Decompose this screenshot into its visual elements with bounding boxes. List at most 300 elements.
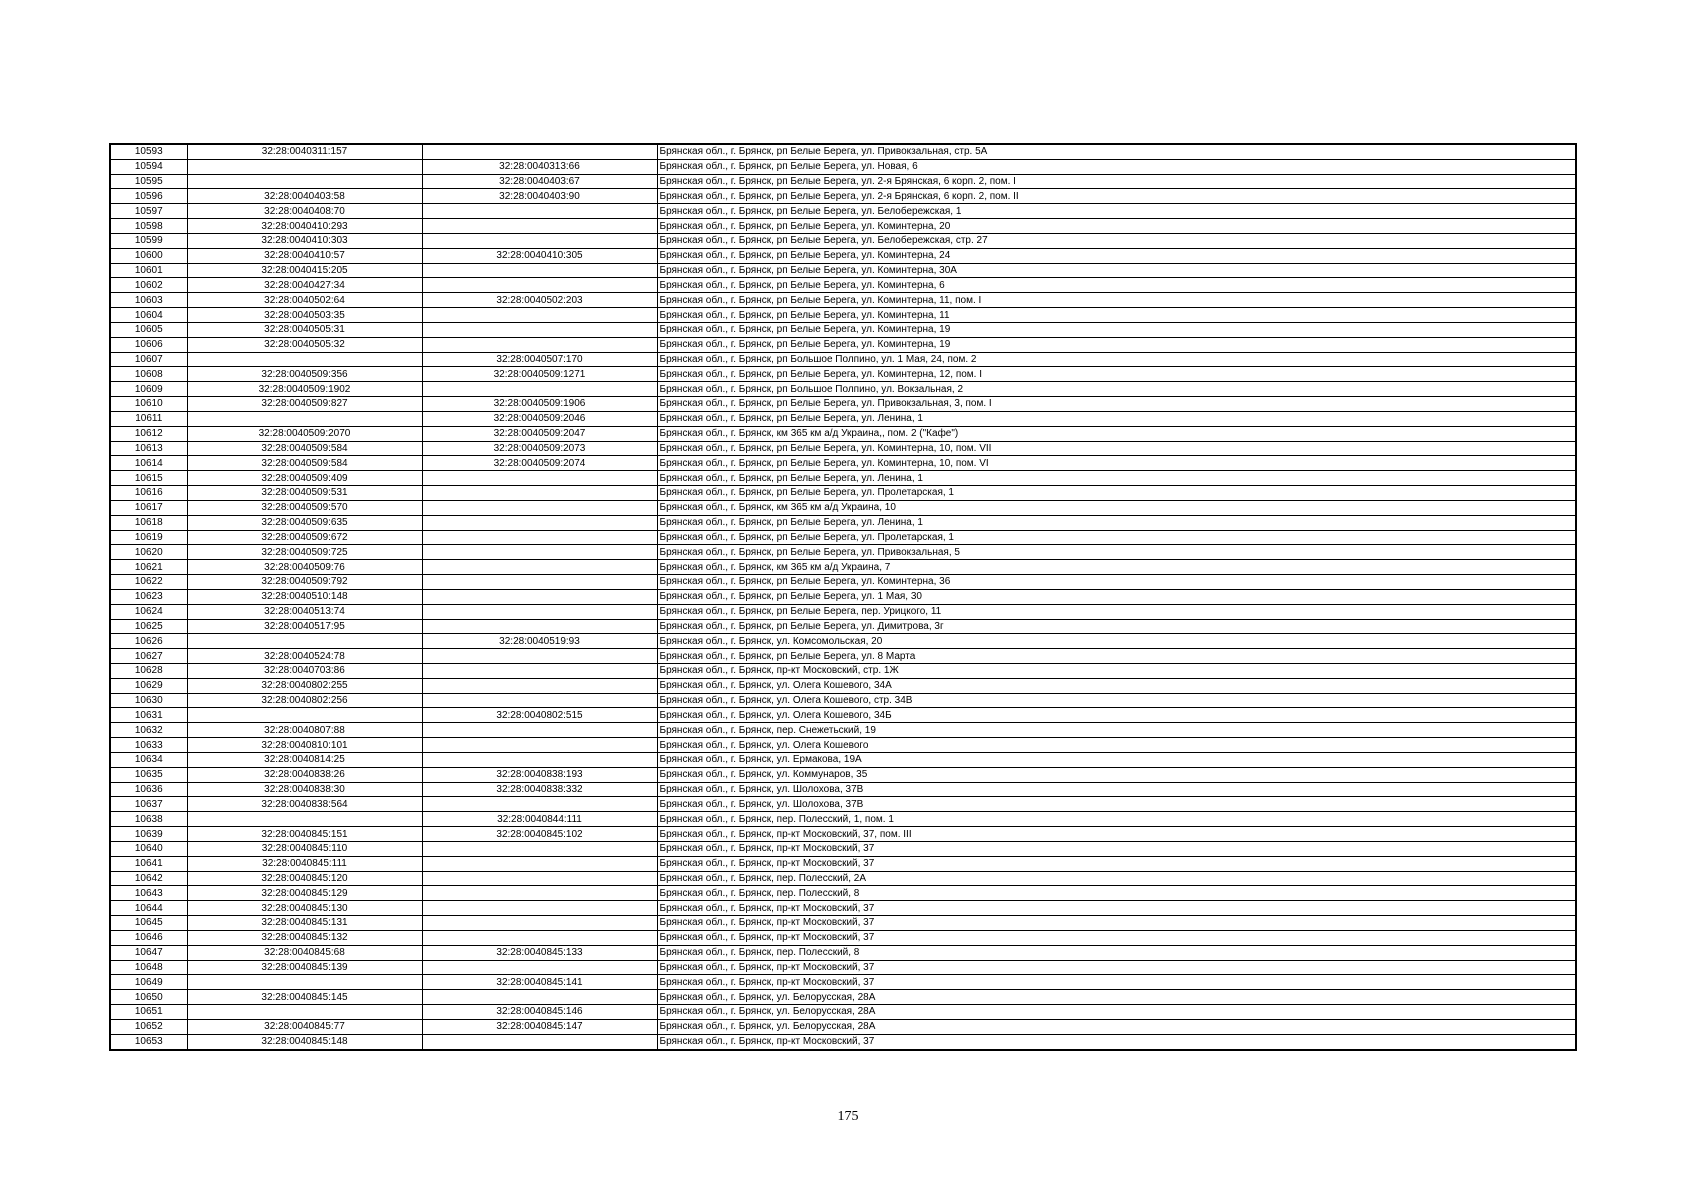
- premises-cadastral-number-cell: [422, 560, 657, 575]
- premises-cadastral-number-cell: [422, 263, 657, 278]
- address-cell: Брянская обл., г. Брянск, рп Белые Берега, ул. Димитрова, 3г: [657, 619, 1576, 634]
- property-register-table: [109, 143, 1577, 1051]
- premises-cadastral-number-cell: [422, 723, 657, 738]
- premises-cadastral-number-cell: [422, 486, 657, 501]
- table-row: [110, 827, 1576, 842]
- table-row: [110, 308, 1576, 323]
- address-cell: Брянская обл., г. Брянск, пр-кт Московский, 37: [657, 975, 1576, 990]
- address-cell: Брянская обл., г. Брянск, пр-кт Московский, 37: [657, 841, 1576, 856]
- row-number-cell: 10648: [110, 960, 187, 975]
- table-row: [110, 1005, 1576, 1020]
- table-row: [110, 560, 1576, 575]
- address-cell: Брянская обл., г. Брянск, ул. Ермакова, 19А: [657, 752, 1576, 767]
- premises-cadastral-number-cell: 32:28:0040802:515: [422, 708, 657, 723]
- premises-cadastral-number-cell: [422, 278, 657, 293]
- address-cell: Брянская обл., г. Брянск, пр-кт Московский, 37: [657, 901, 1576, 916]
- table-row: [110, 930, 1576, 945]
- table-row: [110, 575, 1576, 590]
- address-cell: Брянская обл., г. Брянск, ул. Олега Кошевого, 34Б: [657, 708, 1576, 723]
- row-number-cell: 10642: [110, 871, 187, 886]
- cadastral-number-cell: 32:28:0040838:26: [187, 767, 422, 782]
- address-cell: Брянская обл., г. Брянск, рп Белые Берега, ул. Белобережская, 1: [657, 204, 1576, 219]
- premises-cadastral-number-cell: 32:28:0040403:67: [422, 174, 657, 189]
- table-row: [110, 174, 1576, 189]
- address-cell: Брянская обл., г. Брянск, ул. Белорусская, 28А: [657, 1005, 1576, 1020]
- premises-cadastral-number-cell: 32:28:0040845:102: [422, 827, 657, 842]
- address-cell: Брянская обл., г. Брянск, рп Белые Берега, ул. Коминтерна, 12, пом. I: [657, 367, 1576, 382]
- row-number-cell: 10619: [110, 530, 187, 545]
- row-number-cell: 10650: [110, 990, 187, 1005]
- premises-cadastral-number-cell: 32:28:0040313:66: [422, 159, 657, 174]
- table-row: [110, 263, 1576, 278]
- table-row: [110, 767, 1576, 782]
- premises-cadastral-number-cell: [422, 471, 657, 486]
- row-number-cell: 10604: [110, 308, 187, 323]
- table-row: [110, 604, 1576, 619]
- table-row: [110, 782, 1576, 797]
- premises-cadastral-number-cell: 32:28:0040509:2046: [422, 411, 657, 426]
- cadastral-number-cell: 32:28:0040703:86: [187, 663, 422, 678]
- address-cell: Брянская обл., г. Брянск, рп Белые Берега, ул. 2-я Брянская, 6 корп. 2, пом. I: [657, 174, 1576, 189]
- row-number-cell: 10601: [110, 263, 187, 278]
- address-cell: Брянская обл., г. Брянск, рп Белые Берега, ул. Коминтерна, 19: [657, 337, 1576, 352]
- premises-cadastral-number-cell: 32:28:0040509:2047: [422, 426, 657, 441]
- address-cell: Брянская обл., г. Брянск, рп Белые Берега, ул. 2-я Брянская, 6 корп. 2, пом. II: [657, 189, 1576, 204]
- cadastral-number-cell: 32:28:0040505:31: [187, 322, 422, 337]
- table-row: [110, 278, 1576, 293]
- table-row: [110, 752, 1576, 767]
- address-cell: Брянская обл., г. Брянск, пр-кт Московский, 37, пом. III: [657, 827, 1576, 842]
- cadastral-number-cell: [187, 975, 422, 990]
- address-cell: Брянская обл., г. Брянск, рп Белые Берега, ул. 8 Марта: [657, 649, 1576, 664]
- table-row: [110, 886, 1576, 901]
- address-cell: Брянская обл., г. Брянск, ул. Олега Кошевого, 34А: [657, 678, 1576, 693]
- table-row: [110, 515, 1576, 530]
- table-row: [110, 337, 1576, 352]
- row-number-cell: 10603: [110, 293, 187, 308]
- cadastral-number-cell: 32:28:0040845:120: [187, 871, 422, 886]
- cadastral-number-cell: 32:28:0040845:145: [187, 990, 422, 1005]
- table-row: [110, 1034, 1576, 1049]
- cadastral-number-cell: 32:28:0040838:30: [187, 782, 422, 797]
- table-row: [110, 293, 1576, 308]
- address-cell: Брянская обл., г. Брянск, рп Белые Берега, ул. Коминтерна, 36: [657, 575, 1576, 590]
- table-row: [110, 693, 1576, 708]
- row-number-cell: 10635: [110, 767, 187, 782]
- cadastral-number-cell: 32:28:0040509:409: [187, 471, 422, 486]
- premises-cadastral-number-cell: [422, 604, 657, 619]
- table-row: [110, 411, 1576, 426]
- page-number: 175: [837, 1109, 859, 1124]
- cadastral-number-cell: [187, 634, 422, 649]
- address-cell: Брянская обл., г. Брянск, рп Белые Берега, ул. 1 Мая, 30: [657, 589, 1576, 604]
- row-number-cell: 10618: [110, 515, 187, 530]
- row-number-cell: 10640: [110, 841, 187, 856]
- premises-cadastral-number-cell: [422, 575, 657, 590]
- cadastral-number-cell: 32:28:0040509:1902: [187, 382, 422, 397]
- table-row: [110, 841, 1576, 856]
- address-cell: Брянская обл., г. Брянск, рп Белые Берега, ул. Привокзальная, стр. 5А: [657, 144, 1576, 159]
- row-number-cell: 10634: [110, 752, 187, 767]
- address-cell: Брянская обл., г. Брянск, ул. Шолохова, 37В: [657, 782, 1576, 797]
- cadastral-number-cell: [187, 812, 422, 827]
- row-number-cell: 10599: [110, 233, 187, 248]
- premises-cadastral-number-cell: [422, 619, 657, 634]
- table-row: [110, 663, 1576, 678]
- row-number-cell: 10600: [110, 248, 187, 263]
- cadastral-number-cell: 32:28:0040509:2070: [187, 426, 422, 441]
- row-number-cell: 10647: [110, 945, 187, 960]
- table-row: [110, 589, 1576, 604]
- row-number-cell: 10593: [110, 144, 187, 159]
- row-number-cell: 10613: [110, 441, 187, 456]
- premises-cadastral-number-cell: 32:28:0040838:332: [422, 782, 657, 797]
- table-row: [110, 367, 1576, 382]
- cadastral-number-cell: [187, 411, 422, 426]
- premises-cadastral-number-cell: [422, 1034, 657, 1049]
- table-row: [110, 649, 1576, 664]
- row-number-cell: 10626: [110, 634, 187, 649]
- row-number-cell: 10597: [110, 204, 187, 219]
- table-row: [110, 990, 1576, 1005]
- address-cell: Брянская обл., г. Брянск, пер. Полесский, 1, пом. 1: [657, 812, 1576, 827]
- row-number-cell: 10594: [110, 159, 187, 174]
- table-row: [110, 1019, 1576, 1034]
- cadastral-number-cell: 32:28:0040845:139: [187, 960, 422, 975]
- table-row: [110, 144, 1576, 159]
- row-number-cell: 10625: [110, 619, 187, 634]
- cadastral-number-cell: 32:28:0040509:792: [187, 575, 422, 590]
- row-number-cell: 10615: [110, 471, 187, 486]
- address-cell: Брянская обл., г. Брянск, ул. Олега Кошевого: [657, 738, 1576, 753]
- cadastral-number-cell: 32:28:0040845:130: [187, 901, 422, 916]
- premises-cadastral-number-cell: 32:28:0040519:93: [422, 634, 657, 649]
- row-number-cell: 10628: [110, 663, 187, 678]
- address-cell: Брянская обл., г. Брянск, пер. Полесский, 2А: [657, 871, 1576, 886]
- table-row: [110, 352, 1576, 367]
- table-row: [110, 204, 1576, 219]
- row-number-cell: 10637: [110, 797, 187, 812]
- cadastral-number-cell: [187, 174, 422, 189]
- premises-cadastral-number-cell: 32:28:0040507:170: [422, 352, 657, 367]
- address-cell: Брянская обл., г. Брянск, рп Белые Берега, ул. Коминтерна, 10, пом. VI: [657, 456, 1576, 471]
- address-cell: Брянская обл., г. Брянск, км 365 км а/д Украина, 7: [657, 560, 1576, 575]
- table-row: [110, 545, 1576, 560]
- address-cell: Брянская обл., г. Брянск, рп Белые Берега, пер. Урицкого, 11: [657, 604, 1576, 619]
- cadastral-number-cell: [187, 1005, 422, 1020]
- cadastral-number-cell: 32:28:0040524:78: [187, 649, 422, 664]
- premises-cadastral-number-cell: 32:28:0040838:193: [422, 767, 657, 782]
- address-cell: Брянская обл., г. Брянск, пр-кт Московский, 37: [657, 960, 1576, 975]
- row-number-cell: 10633: [110, 738, 187, 753]
- premises-cadastral-number-cell: 32:28:0040845:141: [422, 975, 657, 990]
- row-number-cell: 10596: [110, 189, 187, 204]
- premises-cadastral-number-cell: [422, 663, 657, 678]
- row-number-cell: 10629: [110, 678, 187, 693]
- address-cell: Брянская обл., г. Брянск, рп Белые Берега, ул. Пролетарская, 1: [657, 530, 1576, 545]
- cadastral-number-cell: 32:28:0040838:564: [187, 797, 422, 812]
- address-cell: Брянская обл., г. Брянск, рп Большое Полпино, ул. Вокзальная, 2: [657, 382, 1576, 397]
- row-number-cell: 10649: [110, 975, 187, 990]
- row-number-cell: 10639: [110, 827, 187, 842]
- cadastral-number-cell: 32:28:0040408:70: [187, 204, 422, 219]
- cadastral-number-cell: 32:28:0040845:129: [187, 886, 422, 901]
- row-number-cell: 10608: [110, 367, 187, 382]
- cadastral-number-cell: 32:28:0040509:672: [187, 530, 422, 545]
- row-number-cell: 10610: [110, 397, 187, 412]
- premises-cadastral-number-cell: [422, 901, 657, 916]
- address-cell: Брянская обл., г. Брянск, рп Белые Берега, ул. Пролетарская, 1: [657, 486, 1576, 501]
- table-row: [110, 901, 1576, 916]
- premises-cadastral-number-cell: [422, 204, 657, 219]
- table-row: [110, 248, 1576, 263]
- row-number-cell: 10644: [110, 901, 187, 916]
- premises-cadastral-number-cell: 32:28:0040509:2073: [422, 441, 657, 456]
- address-cell: Брянская обл., г. Брянск, рп Белые Берега, ул. Привокзальная, 5: [657, 545, 1576, 560]
- row-number-cell: 10653: [110, 1034, 187, 1049]
- row-number-cell: 10632: [110, 723, 187, 738]
- address-cell: Брянская обл., г. Брянск, рп Белые Берега, ул. Новая, 6: [657, 159, 1576, 174]
- table-row: [110, 441, 1576, 456]
- premises-cadastral-number-cell: [422, 500, 657, 515]
- cadastral-number-cell: 32:28:0040845:151: [187, 827, 422, 842]
- cadastral-number-cell: 32:28:0040403:58: [187, 189, 422, 204]
- row-number-cell: 10609: [110, 382, 187, 397]
- row-number-cell: 10614: [110, 456, 187, 471]
- premises-cadastral-number-cell: 32:28:0040509:1906: [422, 397, 657, 412]
- cadastral-number-cell: 32:28:0040510:148: [187, 589, 422, 604]
- premises-cadastral-number-cell: [422, 841, 657, 856]
- cadastral-number-cell: 32:28:0040802:255: [187, 678, 422, 693]
- table-row: [110, 619, 1576, 634]
- row-number-cell: 10630: [110, 693, 187, 708]
- address-cell: Брянская обл., г. Брянск, км 365 км а/д Украина,, пом. 2 ("Кафе"): [657, 426, 1576, 441]
- cadastral-number-cell: 32:28:0040845:111: [187, 856, 422, 871]
- address-cell: Брянская обл., г. Брянск, пр-кт Московский, 37: [657, 930, 1576, 945]
- premises-cadastral-number-cell: [422, 960, 657, 975]
- register-table-body: [110, 144, 1576, 1050]
- premises-cadastral-number-cell: [422, 871, 657, 886]
- cadastral-number-cell: 32:28:0040502:64: [187, 293, 422, 308]
- cadastral-number-cell: [187, 708, 422, 723]
- premises-cadastral-number-cell: [422, 856, 657, 871]
- address-cell: Брянская обл., г. Брянск, ул. Комсомольская, 20: [657, 634, 1576, 649]
- premises-cadastral-number-cell: [422, 545, 657, 560]
- address-cell: Брянская обл., г. Брянск, ул. Олега Кошевого, стр. 34В: [657, 693, 1576, 708]
- table-row: [110, 486, 1576, 501]
- cadastral-number-cell: 32:28:0040509:356: [187, 367, 422, 382]
- table-row: [110, 500, 1576, 515]
- address-cell: Брянская обл., г. Брянск, пер. Снежетьский, 19: [657, 723, 1576, 738]
- address-cell: Брянская обл., г. Брянск, пр-кт Московский, 37: [657, 916, 1576, 931]
- cadastral-number-cell: 32:28:0040517:95: [187, 619, 422, 634]
- cadastral-number-cell: 32:28:0040509:584: [187, 456, 422, 471]
- address-cell: Брянская обл., г. Брянск, рп Белые Берега, ул. Коминтерна, 24: [657, 248, 1576, 263]
- address-cell: Брянская обл., г. Брянск, пр-кт Московский, стр. 1Ж: [657, 663, 1576, 678]
- address-cell: Брянская обл., г. Брянск, пер. Полесский, 8: [657, 886, 1576, 901]
- cadastral-number-cell: 32:28:0040807:88: [187, 723, 422, 738]
- table-row: [110, 738, 1576, 753]
- row-number-cell: 10612: [110, 426, 187, 441]
- cadastral-number-cell: 32:28:0040845:110: [187, 841, 422, 856]
- premises-cadastral-number-cell: [422, 678, 657, 693]
- table-row: [110, 708, 1576, 723]
- premises-cadastral-number-cell: [422, 693, 657, 708]
- cadastral-number-cell: 32:28:0040503:35: [187, 308, 422, 323]
- table-row: [110, 945, 1576, 960]
- premises-cadastral-number-cell: [422, 233, 657, 248]
- premises-cadastral-number-cell: 32:28:0040845:147: [422, 1019, 657, 1034]
- cadastral-number-cell: 32:28:0040509:635: [187, 515, 422, 530]
- premises-cadastral-number-cell: 32:28:0040845:133: [422, 945, 657, 960]
- address-cell: Брянская обл., г. Брянск, рп Белые Берега, ул. Коминтерна, 11, пом. I: [657, 293, 1576, 308]
- row-number-cell: 10621: [110, 560, 187, 575]
- row-number-cell: 10636: [110, 782, 187, 797]
- address-cell: Брянская обл., г. Брянск, рп Белые Берега, ул. Ленина, 1: [657, 515, 1576, 530]
- table-row: [110, 856, 1576, 871]
- premises-cadastral-number-cell: [422, 649, 657, 664]
- row-number-cell: 10598: [110, 219, 187, 234]
- row-number-cell: 10605: [110, 322, 187, 337]
- premises-cadastral-number-cell: [422, 322, 657, 337]
- cadastral-number-cell: 32:28:0040509:570: [187, 500, 422, 515]
- premises-cadastral-number-cell: 32:28:0040509:1271: [422, 367, 657, 382]
- premises-cadastral-number-cell: [422, 144, 657, 159]
- premises-cadastral-number-cell: 32:28:0040844:111: [422, 812, 657, 827]
- cadastral-number-cell: 32:28:0040410:57: [187, 248, 422, 263]
- table-row: [110, 382, 1576, 397]
- table-row: [110, 634, 1576, 649]
- address-cell: Брянская обл., г. Брянск, рп Белые Берега, ул. Коминтерна, 6: [657, 278, 1576, 293]
- row-number-cell: 10652: [110, 1019, 187, 1034]
- cadastral-number-cell: 32:28:0040427:34: [187, 278, 422, 293]
- table-row: [110, 960, 1576, 975]
- premises-cadastral-number-cell: 32:28:0040509:2074: [422, 456, 657, 471]
- premises-cadastral-number-cell: [422, 382, 657, 397]
- cadastral-number-cell: 32:28:0040814:25: [187, 752, 422, 767]
- cadastral-number-cell: 32:28:0040410:293: [187, 219, 422, 234]
- address-cell: Брянская обл., г. Брянск, рп Белые Берега, ул. Ленина, 1: [657, 411, 1576, 426]
- table-row: [110, 871, 1576, 886]
- row-number-cell: 10646: [110, 930, 187, 945]
- cadastral-number-cell: 32:28:0040513:74: [187, 604, 422, 619]
- premises-cadastral-number-cell: [422, 886, 657, 901]
- table-row: [110, 456, 1576, 471]
- cadastral-number-cell: 32:28:0040845:132: [187, 930, 422, 945]
- address-cell: Брянская обл., г. Брянск, рп Большое Полпино, ул. 1 Мая, 24, пом. 2: [657, 352, 1576, 367]
- address-cell: Брянская обл., г. Брянск, ул. Белорусская, 28А: [657, 990, 1576, 1005]
- table-row: [110, 678, 1576, 693]
- premises-cadastral-number-cell: [422, 916, 657, 931]
- address-cell: Брянская обл., г. Брянск, рп Белые Берега, ул. Коминтерна, 20: [657, 219, 1576, 234]
- address-cell: Брянская обл., г. Брянск, пр-кт Московский, 37: [657, 1034, 1576, 1049]
- cadastral-number-cell: [187, 159, 422, 174]
- row-number-cell: 10623: [110, 589, 187, 604]
- row-number-cell: 10620: [110, 545, 187, 560]
- premises-cadastral-number-cell: 32:28:0040410:305: [422, 248, 657, 263]
- cadastral-number-cell: 32:28:0040509:76: [187, 560, 422, 575]
- table-row: [110, 797, 1576, 812]
- row-number-cell: 10627: [110, 649, 187, 664]
- address-cell: Брянская обл., г. Брянск, рп Белые Берега, ул. Белобережская, стр. 27: [657, 233, 1576, 248]
- premises-cadastral-number-cell: [422, 930, 657, 945]
- table-row: [110, 397, 1576, 412]
- cadastral-number-cell: 32:28:0040311:157: [187, 144, 422, 159]
- cadastral-number-cell: 32:28:0040845:68: [187, 945, 422, 960]
- row-number-cell: 10631: [110, 708, 187, 723]
- premises-cadastral-number-cell: [422, 752, 657, 767]
- cadastral-number-cell: 32:28:0040415:205: [187, 263, 422, 278]
- cadastral-number-cell: 32:28:0040509:725: [187, 545, 422, 560]
- row-number-cell: 10607: [110, 352, 187, 367]
- table-row: [110, 530, 1576, 545]
- table-row: [110, 159, 1576, 174]
- premises-cadastral-number-cell: [422, 589, 657, 604]
- cadastral-number-cell: 32:28:0040802:256: [187, 693, 422, 708]
- cadastral-number-cell: 32:28:0040505:32: [187, 337, 422, 352]
- address-cell: Брянская обл., г. Брянск, пр-кт Московский, 37: [657, 856, 1576, 871]
- premises-cadastral-number-cell: 32:28:0040403:90: [422, 189, 657, 204]
- row-number-cell: 10624: [110, 604, 187, 619]
- premises-cadastral-number-cell: [422, 337, 657, 352]
- table-row: [110, 322, 1576, 337]
- address-cell: Брянская обл., г. Брянск, рп Белые Берега, ул. Коминтерна, 30А: [657, 263, 1576, 278]
- table-row: [110, 471, 1576, 486]
- row-number-cell: 10611: [110, 411, 187, 426]
- premises-cadastral-number-cell: 32:28:0040845:146: [422, 1005, 657, 1020]
- row-number-cell: 10617: [110, 500, 187, 515]
- address-cell: Брянская обл., г. Брянск, рп Белые Берега, ул. Коминтерна, 19: [657, 322, 1576, 337]
- row-number-cell: 10622: [110, 575, 187, 590]
- cadastral-number-cell: 32:28:0040810:101: [187, 738, 422, 753]
- address-cell: Брянская обл., г. Брянск, км 365 км а/д Украина, 10: [657, 500, 1576, 515]
- cadastral-number-cell: 32:28:0040509:531: [187, 486, 422, 501]
- address-cell: Брянская обл., г. Брянск, ул. Белорусская, 28А: [657, 1019, 1576, 1034]
- row-number-cell: 10602: [110, 278, 187, 293]
- table-row: [110, 233, 1576, 248]
- table-row: [110, 426, 1576, 441]
- cadastral-number-cell: 32:28:0040509:827: [187, 397, 422, 412]
- row-number-cell: 10651: [110, 1005, 187, 1020]
- address-cell: Брянская обл., г. Брянск, ул. Шолохова, 37В: [657, 797, 1576, 812]
- table-row: [110, 219, 1576, 234]
- table-row: [110, 812, 1576, 827]
- premises-cadastral-number-cell: 32:28:0040502:203: [422, 293, 657, 308]
- row-number-cell: 10641: [110, 856, 187, 871]
- premises-cadastral-number-cell: [422, 738, 657, 753]
- cadastral-number-cell: 32:28:0040845:131: [187, 916, 422, 931]
- premises-cadastral-number-cell: [422, 990, 657, 1005]
- table-row: [110, 189, 1576, 204]
- row-number-cell: 10645: [110, 916, 187, 931]
- address-cell: Брянская обл., г. Брянск, рп Белые Берега, ул. Привокзальная, 3, пом. I: [657, 397, 1576, 412]
- address-cell: Брянская обл., г. Брянск, рп Белые Берега, ул. Ленина, 1: [657, 471, 1576, 486]
- address-cell: Брянская обл., г. Брянск, ул. Коммунаров, 35: [657, 767, 1576, 782]
- row-number-cell: 10595: [110, 174, 187, 189]
- row-number-cell: 10616: [110, 486, 187, 501]
- cadastral-number-cell: [187, 352, 422, 367]
- cadastral-number-cell: 32:28:0040845:148: [187, 1034, 422, 1049]
- row-number-cell: 10638: [110, 812, 187, 827]
- table-row: [110, 975, 1576, 990]
- row-number-cell: 10606: [110, 337, 187, 352]
- cadastral-number-cell: 32:28:0040509:584: [187, 441, 422, 456]
- cadastral-number-cell: 32:28:0040410:303: [187, 233, 422, 248]
- premises-cadastral-number-cell: [422, 797, 657, 812]
- table-row: [110, 723, 1576, 738]
- premises-cadastral-number-cell: [422, 515, 657, 530]
- cadastral-number-cell: 32:28:0040845:77: [187, 1019, 422, 1034]
